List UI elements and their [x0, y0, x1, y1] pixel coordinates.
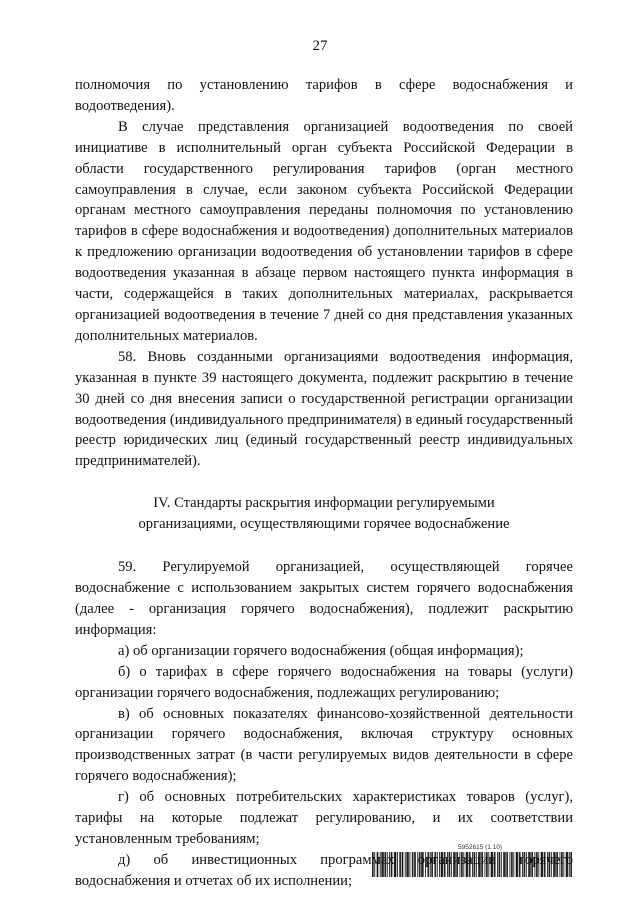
- paragraph-58: 58. Вновь созданными организациями водоотведения информация, указанная в пункте 39 настоящего документа, подлежит раскрытию в течение 30 дней со дня внесения записи о государственной регистрации организации водоотведения (индивидуального предпринимателя) в единый государственный реестр юридических лиц (единый государственный реестр индивидуальных предпринимателей).: [75, 348, 573, 470]
- barcode-image: [372, 852, 572, 877]
- paragraph-continuation: полномочия по установлению тарифов в сфере водоснабжения и водоотведения).: [75, 77, 573, 114]
- section-heading-line-1: IV. Стандарты раскрытия информации регулируемыми: [153, 495, 495, 512]
- section-heading-line-2: организациями, осуществляющими горячее водоснабжение: [138, 516, 510, 533]
- list-item-v: в) об основных показателях финансово-хозяйственной деятельности организации горячего водоснабжения, включая структуру основных производственных затрат (в части регулируемых видов деятельности в сфере горячего водоснабжения);: [75, 705, 573, 785]
- list-item-b: б) о тарифах в сфере горячего водоснабжения на товары (услуги) организации горячего водоснабжения, подлежащих регулированию;: [75, 663, 573, 701]
- barcode-label: 5952615 (1.10): [458, 844, 503, 851]
- paragraph-additional-materials: В случае представления организацией водоотведения по своей инициативе в исполнительный орган субъекта Российской Федерации в области государственного регулирования тарифов (орган местного самоуправления в случае, если законом субъекта Российской Федерации органам местного самоуправления переданы полномочия по установлению тарифов в сфере водоснабжения и водоотведения) дополнительных материалов к предложению организации водоотведения об установлении тарифов в сфере водоотведения указанная в абзаце первом настоящего пункта информация в части, содержащейся в таких дополнительных материалах, раскрывается организацией водоотведения в течение 7 дней со дня представления указанных дополнительных материалов.: [75, 118, 573, 344]
- page-number: 27: [312, 38, 328, 54]
- list-item-g: г) об основных потребительских характеристиках товаров (услуг), тарифы на которые подлежат регулированию, и их соответствии установленным требованиям;: [75, 789, 573, 847]
- section-heading: [75, 493, 573, 535]
- paragraph-59: 59. Регулируемой организацией, осуществляющей горячее водоснабжение с использованием закрытых систем горячего водоснабжения (далее - организация горячего водоснабжения), подлежит раскрытию информация:: [75, 559, 573, 638]
- list-item-a: а) об организации горячего водоснабжения (общая информация);: [118, 642, 524, 659]
- list-item-d: д) об инвестиционных программах организации горячего водоснабжения и отчетах об их исполнении;: [75, 851, 573, 889]
- document-body: [75, 75, 573, 892]
